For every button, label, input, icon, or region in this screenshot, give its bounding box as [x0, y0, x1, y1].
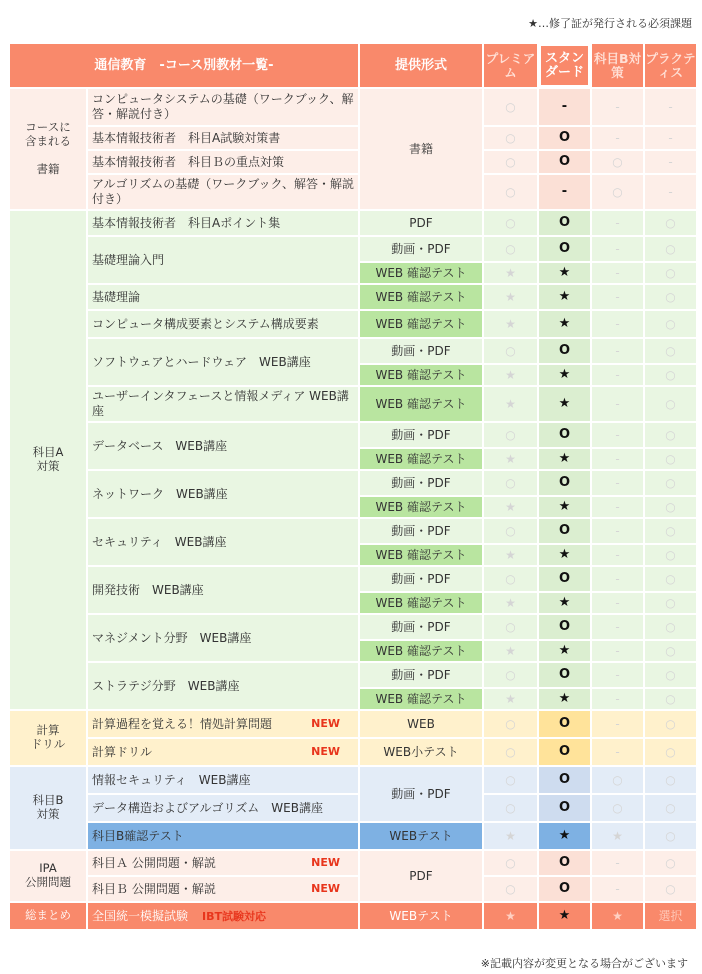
kamokub-mark: ★	[592, 903, 643, 929]
format-cell: 動画・PDF	[360, 663, 482, 687]
practice-mark: ○	[645, 237, 696, 261]
kamokub-mark: -	[592, 739, 643, 765]
material-name	[88, 711, 358, 737]
premium-mark: ○	[484, 851, 537, 875]
premium-mark: ○	[484, 127, 537, 149]
standard-mark: O	[539, 877, 590, 901]
kamokub-mark: ○	[592, 175, 643, 209]
practice-mark: ○	[645, 423, 696, 447]
premium-mark: ○	[484, 615, 537, 639]
table-row	[10, 615, 696, 639]
kamokub-mark: -	[592, 593, 643, 613]
material-name	[88, 127, 358, 149]
material-name-text: 全国統一模擬試験	[92, 908, 189, 923]
material-name-text: 基本情報技術者 科目Aポイント集	[92, 215, 281, 230]
kamokub-mark: -	[592, 615, 643, 639]
practice-mark: ○	[645, 285, 696, 309]
standard-mark: ★	[539, 263, 590, 283]
material-name-text: 計算ドリル	[92, 744, 153, 759]
practice-mark: ○	[645, 641, 696, 661]
kamokub-mark: -	[592, 339, 643, 363]
course-materials-table	[8, 42, 698, 931]
premium-mark: ★	[484, 311, 537, 337]
material-name-text: ユーザーインタフェースと情報メディア WEB講座	[92, 389, 349, 418]
premium-mark: ○	[484, 89, 537, 125]
material-name	[88, 795, 358, 821]
practice-mark: -	[645, 127, 696, 149]
practice-mark: -	[645, 151, 696, 173]
premium-mark: ★	[484, 365, 537, 385]
practice-mark: ○	[645, 823, 696, 849]
kamokub-mark: -	[592, 89, 643, 125]
material-name-text: 科目Ａ 公開問題・解説	[92, 855, 216, 870]
material-name-text: マネジメント分野 WEB講座	[92, 630, 252, 645]
premium-mark: ○	[484, 877, 537, 901]
standard-mark: ★	[539, 311, 590, 337]
practice-mark: 選択	[645, 903, 696, 929]
material-name-text: コンピュータシステムの基礎（ワークブック、解答・解説付き）	[92, 92, 354, 121]
standard-mark: O	[539, 211, 590, 235]
table-row	[10, 567, 696, 591]
premium-mark: ○	[484, 175, 537, 209]
practice-mark: ○	[645, 615, 696, 639]
kamokub-mark: -	[592, 689, 643, 709]
table-row	[10, 795, 696, 821]
table-row	[10, 387, 696, 421]
material-name-text: データベース WEB講座	[92, 438, 228, 453]
practice-mark: ○	[645, 545, 696, 565]
format-cell: WEB 確認テスト	[360, 285, 482, 309]
material-name-text: 科目Ｂ 公開問題・解説	[92, 881, 216, 896]
kamokub-mark: -	[592, 211, 643, 235]
material-name	[88, 89, 358, 125]
standard-mark: O	[539, 567, 590, 591]
premium-mark: ○	[484, 471, 537, 495]
kamokub-mark: -	[592, 263, 643, 283]
kamokub-mark: -	[592, 285, 643, 309]
format-cell: WEB 確認テスト	[360, 545, 482, 565]
kamokub-mark: -	[592, 311, 643, 337]
premium-mark: ○	[484, 519, 537, 543]
premium-mark: ★	[484, 285, 537, 309]
premium-mark: ★	[484, 263, 537, 283]
kamokub-mark: -	[592, 365, 643, 385]
kamokub-mark: -	[592, 641, 643, 661]
table-row	[10, 175, 696, 209]
material-name	[88, 767, 358, 793]
practice-mark: ○	[645, 471, 696, 495]
standard-mark: O	[539, 519, 590, 543]
standard-mark: O	[539, 739, 590, 765]
standard-mark: O	[539, 423, 590, 447]
format-cell: 動画・PDF	[360, 519, 482, 543]
table-row	[10, 127, 696, 149]
header-practice: プラクティス	[645, 44, 696, 87]
format-cell: 動画・PDF	[360, 471, 482, 495]
kamokub-mark: -	[592, 545, 643, 565]
standard-mark: ★	[539, 365, 590, 385]
material-name-text: 科目B確認テスト	[92, 828, 184, 843]
premium-mark: ★	[484, 593, 537, 613]
new-badge: NEW	[311, 716, 340, 730]
header-title: 通信教育 -コース別教材一覧-	[10, 44, 358, 87]
table-row	[10, 423, 696, 447]
practice-mark: ○	[645, 339, 696, 363]
table-row	[10, 663, 696, 687]
kamokub-mark: -	[592, 877, 643, 901]
kamokub-mark: -	[592, 663, 643, 687]
premium-mark: ★	[484, 497, 537, 517]
premium-mark: ○	[484, 795, 537, 821]
new-badge: NEW	[311, 744, 340, 758]
kamokub-mark: -	[592, 127, 643, 149]
practice-mark: ○	[645, 795, 696, 821]
premium-mark: ○	[484, 739, 537, 765]
material-name	[88, 519, 358, 565]
format-cell: 書籍	[360, 89, 482, 209]
kamokub-mark: ○	[592, 767, 643, 793]
group-summary: 総まとめ	[10, 903, 86, 929]
kamokub-mark: -	[592, 387, 643, 421]
premium-mark: ★	[484, 823, 537, 849]
table-row	[10, 339, 696, 363]
premium-mark: ★	[484, 903, 537, 929]
material-name	[88, 175, 358, 209]
premium-mark: ★	[484, 641, 537, 661]
format-cell: WEBテスト	[360, 823, 482, 849]
practice-mark: -	[645, 89, 696, 125]
practice-mark: ○	[645, 593, 696, 613]
format-cell: WEBテスト	[360, 903, 482, 929]
standard-mark: ★	[539, 823, 590, 849]
kamokub-mark: ★	[592, 823, 643, 849]
standard-mark: ★	[539, 903, 590, 929]
kamokub-mark: -	[592, 449, 643, 469]
format-cell: WEB	[360, 711, 482, 737]
premium-mark: ★	[484, 545, 537, 565]
material-name	[88, 237, 358, 283]
kamokub-mark: ○	[592, 795, 643, 821]
standard-mark: ★	[539, 641, 590, 661]
practice-mark: ○	[645, 663, 696, 687]
material-name-text: ネットワーク WEB講座	[92, 486, 228, 501]
table-row	[10, 471, 696, 495]
practice-mark: ○	[645, 387, 696, 421]
standard-mark: ★	[539, 689, 590, 709]
material-name-text: データ構造およびアルゴリズム WEB講座	[92, 800, 323, 815]
kamokub-mark: -	[592, 471, 643, 495]
premium-mark: ○	[484, 663, 537, 687]
group-drill: 計算 ドリル	[10, 711, 86, 765]
material-name	[88, 423, 358, 469]
format-cell: WEB 確認テスト	[360, 311, 482, 337]
header-premium: プレミアム	[484, 44, 537, 87]
practice-mark: ○	[645, 263, 696, 283]
standard-mark: ★	[539, 545, 590, 565]
practice-mark: ○	[645, 519, 696, 543]
practice-mark: ○	[645, 739, 696, 765]
practice-mark: ○	[645, 877, 696, 901]
format-cell: WEB 確認テスト	[360, 641, 482, 661]
premium-mark: ○	[484, 711, 537, 737]
material-name-text: ストラテジ分野 WEB講座	[92, 678, 240, 693]
format-cell: 動画・PDF	[360, 423, 482, 447]
material-name	[88, 851, 358, 875]
material-name-text: 開発技術 WEB講座	[92, 582, 204, 597]
format-cell: WEB 確認テスト	[360, 365, 482, 385]
group-kamokub: 科目B 対策	[10, 767, 86, 849]
material-name-text: 基礎理論入門	[92, 252, 165, 267]
format-cell: 動画・PDF	[360, 237, 482, 261]
table-row	[10, 151, 696, 173]
kamokub-mark: -	[592, 237, 643, 261]
format-cell: WEB 確認テスト	[360, 689, 482, 709]
kamokub-mark: -	[592, 519, 643, 543]
practice-mark: ○	[645, 567, 696, 591]
material-name	[88, 567, 358, 613]
standard-mark: -	[539, 89, 590, 125]
group-ipa: IPA 公開問題	[10, 851, 86, 901]
group-books: コースに 含まれる 書籍	[10, 89, 86, 209]
format-cell: WEB 確認テスト	[360, 387, 482, 421]
material-name	[88, 339, 358, 385]
standard-mark: ★	[539, 285, 590, 309]
premium-mark: ○	[484, 151, 537, 173]
material-name	[88, 311, 358, 337]
table-row	[10, 711, 696, 737]
kamokub-mark: -	[592, 497, 643, 517]
format-cell: 動画・PDF	[360, 339, 482, 363]
table-row	[10, 311, 696, 337]
table-row	[10, 739, 696, 765]
material-name-text: アルゴリズムの基礎（ワークブック、解答・解説付き）	[92, 177, 354, 206]
table-row	[10, 519, 696, 543]
material-name	[88, 823, 358, 849]
kamokub-mark: -	[592, 567, 643, 591]
format-cell: WEB 確認テスト	[360, 593, 482, 613]
material-name	[88, 151, 358, 173]
new-badge: NEW	[311, 855, 340, 869]
group-kamokua: 科目A 対策	[10, 211, 86, 709]
format-cell: 動画・PDF	[360, 567, 482, 591]
practice-mark: ○	[645, 497, 696, 517]
kamokub-mark: -	[592, 851, 643, 875]
material-name-text: 情報セキュリティ WEB講座	[92, 772, 251, 787]
header-kamokub: 科目B対策	[592, 44, 643, 87]
practice-mark: ○	[645, 711, 696, 737]
table-row	[10, 89, 696, 125]
material-name-text: 基本情報技術者 科目Ｂの重点対策	[92, 154, 285, 169]
practice-mark: ○	[645, 211, 696, 235]
standard-mark: ★	[539, 449, 590, 469]
table-row	[10, 237, 696, 261]
premium-mark: ○	[484, 339, 537, 363]
standard-mark: O	[539, 795, 590, 821]
standard-mark: ★	[539, 593, 590, 613]
format-cell: WEB 確認テスト	[360, 263, 482, 283]
premium-mark: ★	[484, 689, 537, 709]
premium-mark: ○	[484, 767, 537, 793]
material-name	[88, 471, 358, 517]
premium-mark: ○	[484, 237, 537, 261]
material-name	[88, 615, 358, 661]
standard-mark: O	[539, 615, 590, 639]
material-name	[88, 877, 358, 901]
table-row	[10, 903, 696, 929]
standard-mark: ★	[539, 387, 590, 421]
format-cell: WEB小テスト	[360, 739, 482, 765]
material-name	[88, 739, 358, 765]
practice-mark: ○	[645, 851, 696, 875]
material-name-text: 基礎理論	[92, 289, 141, 304]
material-name-text: 計算過程を覚える！情処計算問題	[92, 716, 273, 731]
material-name-text: ソフトウェアとハードウェア WEB講座	[92, 354, 311, 369]
standard-mark: O	[539, 471, 590, 495]
material-name-text: セキュリティ WEB講座	[92, 534, 227, 549]
practice-mark: ○	[645, 365, 696, 385]
header-standard: スタンダード	[539, 44, 590, 87]
material-name	[88, 387, 358, 421]
material-name	[88, 663, 358, 709]
table-row	[10, 211, 696, 235]
new-badge: NEW	[311, 881, 340, 895]
format-cell: PDF	[360, 211, 482, 235]
kamokub-mark: ○	[592, 151, 643, 173]
format-cell: 動画・PDF	[360, 767, 482, 821]
standard-mark: O	[539, 851, 590, 875]
standard-mark: O	[539, 339, 590, 363]
standard-mark: ★	[539, 497, 590, 517]
material-name	[88, 211, 358, 235]
standard-mark: O	[539, 711, 590, 737]
standard-mark: O	[539, 151, 590, 173]
format-cell: WEB 確認テスト	[360, 497, 482, 517]
premium-mark: ○	[484, 423, 537, 447]
table-row	[10, 767, 696, 793]
standard-mark: O	[539, 127, 590, 149]
premium-mark: ★	[484, 449, 537, 469]
practice-mark: -	[645, 175, 696, 209]
table-row	[10, 823, 696, 849]
standard-mark: -	[539, 175, 590, 209]
material-name-text: 基本情報技術者 科目A試験対策書	[92, 130, 281, 145]
format-cell: 動画・PDF	[360, 615, 482, 639]
material-name-text: コンピュータ構成要素とシステム構成要素	[92, 316, 319, 331]
practice-mark: ○	[645, 767, 696, 793]
kamokub-mark: -	[592, 423, 643, 447]
standard-mark: O	[539, 663, 590, 687]
premium-mark: ○	[484, 567, 537, 591]
legend-note: ★…修了証が発行される必須課題	[528, 17, 692, 30]
standard-mark: O	[539, 237, 590, 261]
format-cell: WEB 確認テスト	[360, 449, 482, 469]
premium-mark: ○	[484, 211, 537, 235]
header-format: 提供形式	[360, 44, 482, 87]
kamokub-mark: -	[592, 711, 643, 737]
footer-note: ※記載内容が変更となる場合がございます	[480, 957, 688, 970]
practice-mark: ○	[645, 689, 696, 709]
practice-mark: ○	[645, 311, 696, 337]
table-row	[10, 851, 696, 875]
table-row	[10, 285, 696, 309]
material-name	[88, 903, 358, 929]
table-row	[10, 877, 696, 901]
premium-mark: ★	[484, 387, 537, 421]
standard-mark: O	[539, 767, 590, 793]
format-cell: PDF	[360, 851, 482, 901]
ibt-badge: IBT試験対応	[202, 909, 266, 923]
material-name	[88, 285, 358, 309]
practice-mark: ○	[645, 449, 696, 469]
